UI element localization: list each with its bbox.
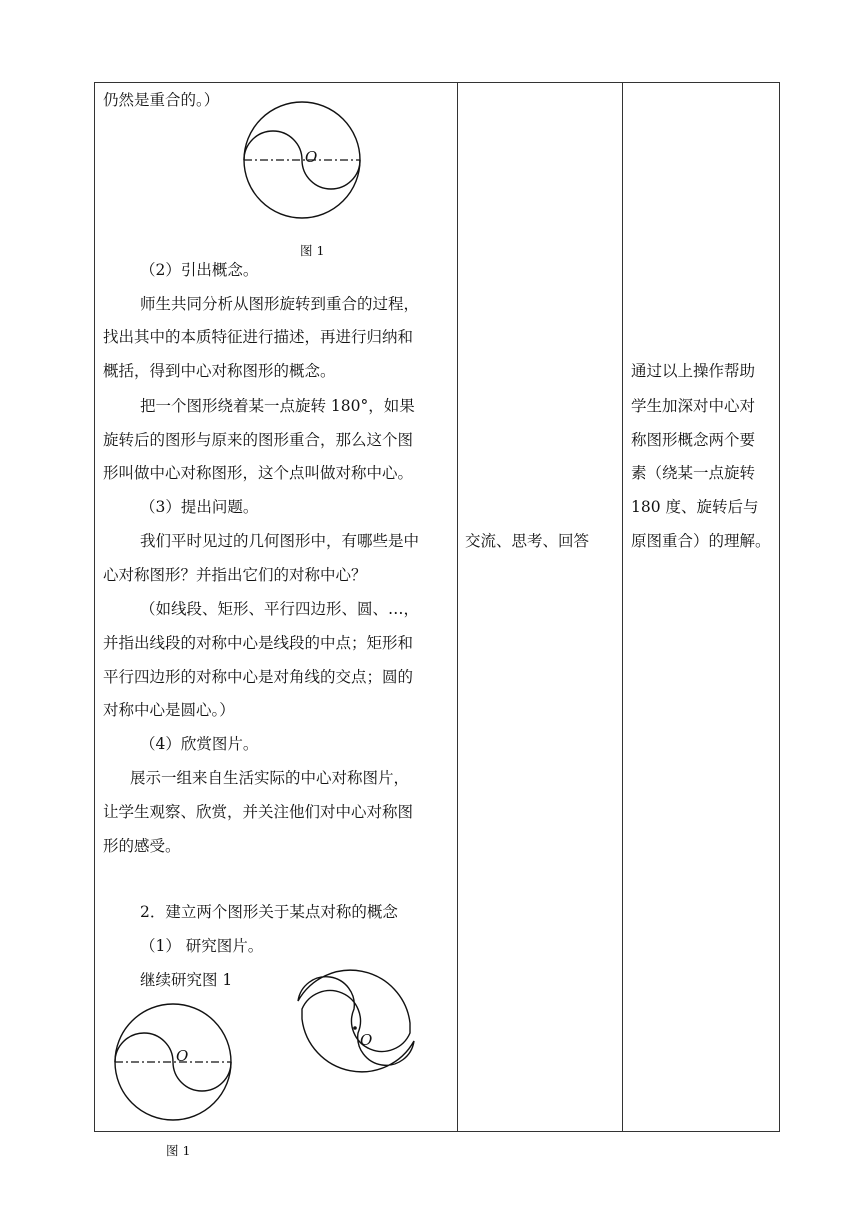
text-line: 并指出线段的对称中心是线段的中点；矩形和 xyxy=(103,634,414,652)
text-line: 形叫做中心对称图形，这个点叫做对称中心。 xyxy=(103,464,414,482)
text-line: 对称中心是圆心。） xyxy=(103,701,235,719)
figure-separated-halves xyxy=(292,945,422,1095)
purpose-line: 180 度、旋转后与 xyxy=(631,498,759,516)
text-line: 继续研究图 1 xyxy=(140,971,233,989)
purpose-line: 通过以上操作帮助 xyxy=(631,362,756,380)
text-line: （如线段、矩形、平行四边形、圆、…， xyxy=(140,600,420,618)
figure-caption: 图 1 xyxy=(300,243,325,258)
text-line: 平行四边形的对称中心是对角线的交点；圆的 xyxy=(103,668,414,686)
text-line: 师生共同分析从图形旋转到重合的过程， xyxy=(140,295,420,313)
purpose-line: 称图形概念两个要 xyxy=(631,431,756,449)
text-line: 找出其中的本质特征进行描述，再进行归纳和 xyxy=(103,328,414,346)
column-divider-1 xyxy=(457,82,458,1131)
text-line: 心对称图形？并指出它们的对称中心？ xyxy=(103,566,367,584)
activity-text: 交流、思考、回答 xyxy=(465,532,590,550)
text-line: 把一个图形绕着某一点旋转 180°，如果 xyxy=(140,397,415,415)
text-line: 形的感受。 xyxy=(103,837,181,855)
column-divider-2 xyxy=(622,82,623,1131)
text-line: 旋转后的图形与原来的图形重合，那么这个图 xyxy=(103,431,414,449)
purpose-line: 学生加深对中心对 xyxy=(631,397,756,415)
center-point-label: O xyxy=(305,148,318,166)
text-line: 我们平时见过的几何图形中，有哪些是中 xyxy=(140,532,420,550)
text-line: （3）提出问题。 xyxy=(140,498,259,516)
text-line: 仍然是重合的。） xyxy=(103,91,220,109)
text-line: （4）欣赏图片。 xyxy=(140,735,259,753)
figure-yinyang-top xyxy=(243,100,363,220)
text-line: 展示一组来自生活实际的中心对称图片， xyxy=(130,769,410,787)
text-line: 让学生观察、欣赏，并关注他们对中心对称图 xyxy=(103,803,414,821)
figure-yinyang-bottom xyxy=(114,1002,234,1122)
center-point-label: O xyxy=(360,1031,373,1049)
purpose-line: 原图重合）的理解。 xyxy=(631,532,771,550)
text-line: （1） 研究图片。 xyxy=(140,937,264,955)
text-line: 概括，得到中心对称图形的概念。 xyxy=(103,362,336,380)
text-line: （2）引出概念。 xyxy=(140,261,259,279)
center-point-label: O xyxy=(176,1047,189,1065)
figure-caption: 图 1 xyxy=(166,1143,191,1158)
purpose-line: 素（绕某一点旋转 xyxy=(631,464,756,482)
text-line: 2．建立两个图形关于某点对称的概念 xyxy=(140,903,398,921)
